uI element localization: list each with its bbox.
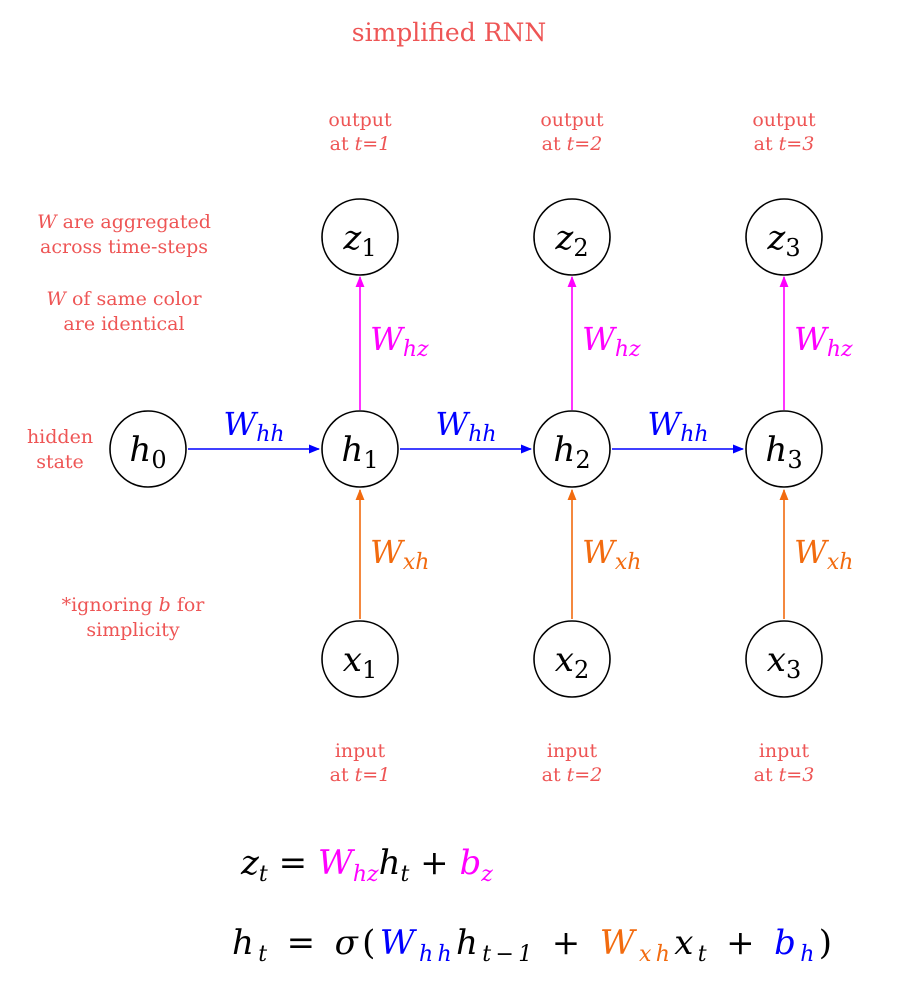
note-same-color-line2: are identical bbox=[63, 313, 185, 335]
note-same-color-line1: W of same color bbox=[46, 288, 202, 310]
node-z3 bbox=[746, 199, 822, 275]
svg-text:x3: x3 bbox=[766, 640, 802, 684]
node-h0 bbox=[110, 411, 186, 487]
input-label-2-line2: at t=2 bbox=[541, 764, 603, 786]
node-x2 bbox=[534, 621, 610, 697]
svg-text:h3: h3 bbox=[765, 430, 803, 474]
weight-label-hh-1: Whh bbox=[223, 405, 285, 447]
input-label-1-line2: at t=1 bbox=[329, 764, 391, 786]
note-aggregated bbox=[37, 211, 211, 258]
note-hidden-state-line2: state bbox=[36, 451, 84, 473]
output-label-2 bbox=[540, 109, 604, 155]
output-label-3 bbox=[752, 109, 816, 155]
input-label-3-line1: input bbox=[758, 740, 810, 762]
note-ignoring-b-line2: simplicity bbox=[86, 619, 180, 641]
input-label-3 bbox=[754, 740, 815, 786]
note-hidden-state-line1: hidden bbox=[26, 426, 94, 448]
input-label-1 bbox=[330, 740, 391, 786]
node-x3 bbox=[746, 621, 822, 697]
output-label-1-line1: output bbox=[328, 109, 392, 131]
weight-label-hz-2: Whz bbox=[582, 320, 641, 362]
node-x1 bbox=[322, 621, 398, 697]
weight-labels-xh bbox=[370, 533, 853, 575]
output-label-1 bbox=[328, 109, 392, 155]
svg-text:z2: z2 bbox=[555, 218, 589, 262]
node-z2 bbox=[534, 199, 610, 275]
svg-text:h1: h1 bbox=[341, 430, 379, 474]
output-label-3-line2: at t=3 bbox=[753, 133, 815, 155]
note-same-color bbox=[46, 288, 202, 335]
equation-output: $z_t = W_{hz}h_t + b_z$ bbox=[241, 843, 493, 887]
input-label-2-line1: input bbox=[546, 740, 598, 762]
node-h1 bbox=[322, 411, 398, 487]
output-label-2-line2: at t=2 bbox=[541, 133, 603, 155]
weight-label-xh-2: Wxh bbox=[582, 533, 642, 575]
output-label-2-line1: output bbox=[540, 109, 604, 131]
svg-text:x1: x1 bbox=[342, 640, 378, 684]
svg-text:h0: h0 bbox=[129, 430, 167, 474]
diagram-title: simplified RNN bbox=[351, 18, 547, 47]
node-z1 bbox=[322, 199, 398, 275]
weight-label-hh-3: Whh bbox=[647, 405, 709, 447]
node-h3 bbox=[746, 411, 822, 487]
input-label-1-line1: input bbox=[334, 740, 386, 762]
note-hidden-state bbox=[27, 426, 93, 473]
weight-labels-hh bbox=[223, 405, 708, 447]
weight-label-hz-3: Whz bbox=[794, 320, 853, 362]
weight-labels-hz bbox=[370, 320, 853, 362]
weight-label-hz-1: Whz bbox=[370, 320, 429, 362]
weight-label-xh-1: Wxh bbox=[370, 533, 430, 575]
note-ignoring-b-line1: *ignoring b for bbox=[61, 594, 205, 616]
note-aggregated-line2: across time-steps bbox=[40, 236, 208, 258]
output-label-3-line1: output bbox=[752, 109, 816, 131]
note-aggregated-line1: W are aggregated bbox=[37, 211, 211, 233]
note-ignoring-b bbox=[62, 594, 206, 641]
weight-label-xh-3: Wxh bbox=[794, 533, 854, 575]
svg-text:x2: x2 bbox=[554, 640, 590, 684]
output-label-1-line2: at t=1 bbox=[329, 133, 391, 155]
input-label-3-line2: at t=3 bbox=[753, 764, 815, 786]
input-label-2 bbox=[542, 740, 603, 786]
svg-text:h2: h2 bbox=[553, 430, 591, 474]
equation-hidden: h $_t$ = σ ( W $_{hh}$ h $_{t-1}$ + W $_{xh}$ x $_t$ + b $_h$ ) bbox=[232, 923, 833, 967]
weight-label-hh-2: Whh bbox=[435, 405, 497, 447]
node-h2 bbox=[534, 411, 610, 487]
svg-text:z3: z3 bbox=[767, 218, 801, 262]
svg-text:z1: z1 bbox=[343, 218, 377, 262]
